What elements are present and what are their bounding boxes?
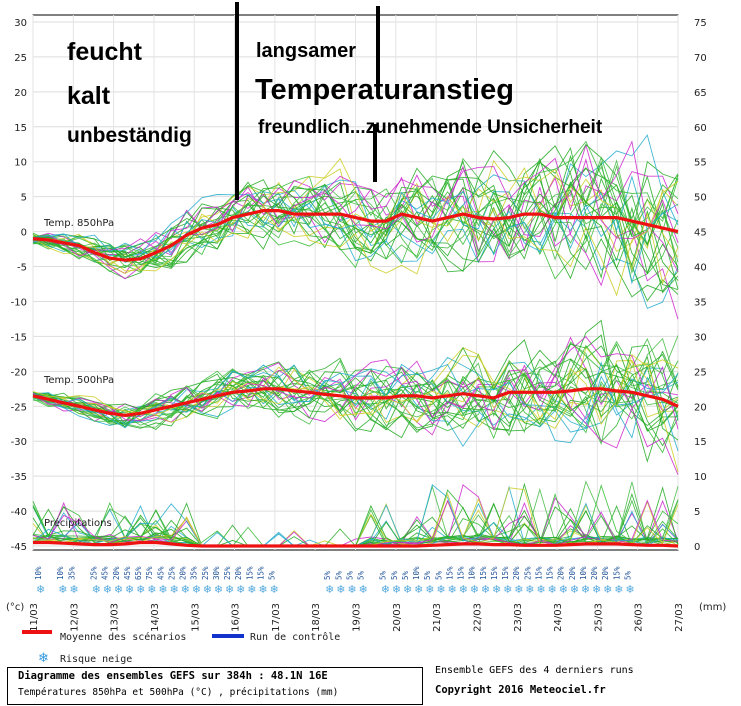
x-tick-label: 22/03 — [472, 603, 484, 632]
snow-risk-pct: 45% — [100, 566, 110, 580]
snow-risk-item — [245, 566, 256, 596]
snowflake-icon: ❄ — [202, 583, 213, 596]
snow-risk-pct: 5% — [389, 570, 399, 580]
snowflake-icon: ❄ — [325, 583, 335, 596]
snowflake-icon: ❄ — [213, 583, 224, 596]
x-tick-label: 13/03 — [109, 603, 121, 632]
snow-risk-item — [234, 566, 245, 596]
y-tick-right: 55 — [694, 157, 707, 169]
snow-risk-item — [501, 566, 512, 596]
snow-risk-item — [623, 570, 634, 596]
snow-risk-item — [457, 566, 468, 596]
snowflake-icon: ❄ — [414, 583, 424, 596]
snow-risk-item — [490, 566, 501, 596]
snow-risk-item — [167, 566, 178, 596]
snowflake-icon: ❄ — [347, 583, 357, 596]
snowflake-icon: ❄ — [91, 583, 101, 596]
snow-risk-item — [512, 566, 523, 596]
y-tick-left: -20 — [10, 367, 27, 379]
snow-risk-item — [334, 570, 345, 596]
snowflake-icon: ❄ — [458, 583, 468, 596]
y-tick-left: -35 — [10, 472, 27, 484]
snow-risk-item — [67, 566, 78, 596]
snow-risk-pct: 25% — [223, 566, 233, 580]
snow-risk-item — [357, 570, 368, 596]
snow-risk-item — [579, 566, 590, 596]
snow-risk-pct: 5% — [400, 570, 410, 580]
y-tick-right: 0 — [694, 542, 701, 553]
snowflake-icon: ❄ — [380, 583, 390, 596]
snow-risk-pct: 10% — [412, 566, 422, 580]
snowflake-icon: ❄ — [191, 583, 201, 596]
y-tick-right: 20 — [694, 402, 707, 414]
snow-risk-pct: 15% — [501, 566, 511, 580]
snowflake-icon: ❄ — [124, 583, 135, 596]
snowflake-icon: ❄ — [147, 583, 157, 596]
snow-risk-pct: 65% — [134, 566, 144, 580]
snow-risk-item — [590, 566, 601, 596]
snowflake-icon: ❄ — [514, 583, 524, 596]
snow-risk-pct: 15% — [456, 566, 466, 580]
snow-risk-item — [401, 570, 412, 596]
x-tick-label: 20/03 — [391, 603, 403, 632]
snow-risk-pct: 15% — [534, 566, 544, 580]
snow-risk-item — [546, 566, 557, 596]
snow-risk-item — [379, 570, 390, 596]
y-tick-left: 25 — [14, 52, 27, 64]
snow-risk-pct: 20% — [601, 566, 611, 580]
snow-risk-pct: 25% — [523, 566, 533, 580]
x-tick-label: 24/03 — [553, 603, 565, 632]
snowflake-icon: ❄ — [447, 583, 457, 596]
y-tick-right: 40 — [694, 262, 707, 274]
snow-risk-pct: 20% — [512, 566, 522, 580]
snow-risk-pct: 20% — [556, 566, 566, 580]
x-tick-label: 14/03 — [149, 603, 161, 632]
y-tick-left: -25 — [10, 402, 27, 414]
snowflake-icon: ❄ — [336, 583, 346, 596]
snowflake-icon: ❄ — [247, 583, 257, 596]
x-tick-label: 19/03 — [351, 603, 363, 632]
annotation-temperaturanstieg: Temperaturanstieg — [255, 74, 514, 106]
snow-risk-pct: 30% — [211, 566, 221, 580]
snowflake-icon: ❄ — [391, 583, 402, 596]
y-tick-right: 50 — [694, 192, 707, 204]
snow-risk-pct: 15% — [445, 566, 455, 580]
y-tick-left: -45 — [10, 542, 27, 553]
snow-risk-item — [468, 566, 479, 596]
x-tick-label: 18/03 — [311, 603, 323, 632]
snow-risk-pct: 5% — [434, 570, 444, 580]
snowflake-icon: ❄ — [69, 583, 79, 596]
snowflake-icon: ❄ — [425, 583, 435, 596]
y-tick-left: -5 — [17, 262, 27, 274]
y-tick-right: 75 — [694, 18, 707, 29]
panel-label-850: Temp. 850hPa — [44, 218, 115, 229]
annotation-feucht: feucht — [67, 38, 142, 66]
x-tick-label: 17/03 — [270, 603, 282, 632]
y-tick-right: 15 — [694, 437, 707, 449]
legend-mean-label: Moyenne des scénarios — [60, 632, 187, 643]
snowflake-icon: ❄ — [36, 583, 46, 596]
snowflake-icon: ❄ — [436, 583, 446, 596]
y-tick-right: 30 — [694, 332, 707, 344]
snowflake-icon: ❄ — [169, 583, 179, 596]
snowflake-icon: ❄ — [525, 583, 535, 596]
y-tick-left: 15 — [14, 122, 27, 134]
snow-risk-pct: 10% — [34, 566, 43, 580]
snow-risk-item — [568, 566, 579, 596]
snow-risk-item — [101, 566, 112, 596]
y-tick-right: 65 — [694, 87, 707, 99]
snow-risk-pct: 25% — [200, 566, 210, 580]
snowflake-icon: ❄ — [269, 583, 279, 596]
snow-risk-pct: 5% — [423, 570, 433, 580]
y-tick-left: 0 — [20, 227, 27, 239]
snow-risk-item — [412, 566, 423, 596]
snow-risk-item — [34, 566, 45, 596]
right-unit: (mm) — [699, 602, 727, 613]
snowflake-icon: ❄ — [614, 583, 624, 596]
snow-risk-item — [268, 570, 279, 596]
snow-risk-item — [612, 566, 623, 596]
panel-label-500: Temp. 500hPa — [44, 375, 115, 386]
snow-risk-pct: 15% — [545, 566, 555, 580]
x-tick-label: 25/03 — [593, 603, 605, 632]
y-tick-right: 70 — [694, 52, 707, 64]
snowflake-icon: ❄ — [503, 583, 513, 596]
y-tick-left: 20 — [14, 87, 27, 99]
y-tick-left: -40 — [10, 507, 27, 519]
snow-risk-pct: 75% — [145, 566, 155, 580]
snowflake-icon: ❄ — [258, 583, 268, 596]
left-unit: (°c) — [6, 602, 25, 613]
y-tick-left: 30 — [14, 18, 27, 29]
snow-risk-item — [179, 566, 190, 596]
annotation-freundlich: freundlich...zunehmende Unsicherheit — [258, 117, 603, 138]
snow-risk-pct: 15% — [478, 566, 488, 580]
y-tick-left: 10 — [14, 157, 27, 169]
footer-title: Diagramme des ensembles GEFS sur 384h : 48.1N 16E — [18, 670, 328, 682]
snowflake-icon: ❄ — [38, 651, 49, 666]
snow-risk-item — [445, 566, 456, 596]
x-tick-label: 16/03 — [230, 603, 242, 632]
y-tick-left: 5 — [20, 192, 27, 204]
y-tick-left: -30 — [10, 437, 27, 449]
snow-risk-pct: 5% — [345, 570, 355, 580]
snowflake-icon: ❄ — [113, 583, 124, 596]
footer-info-box — [7, 667, 423, 705]
snow-risk-pct: 5% — [623, 570, 633, 580]
legend-snow-label: Risque neige — [60, 654, 133, 665]
snow-risk-pct: 10% — [56, 566, 66, 580]
y-tick-right: 60 — [694, 122, 707, 134]
snow-risk-pct: 20% — [234, 566, 244, 580]
snowflake-icon: ❄ — [236, 583, 246, 596]
snow-risk-pct: 15% — [612, 566, 622, 580]
snow-risk-pct: 25% — [89, 566, 99, 580]
snow-risk-item — [323, 570, 334, 596]
snow-risk-pct: 45% — [122, 566, 132, 580]
snow-risk-item — [201, 566, 212, 596]
snowflake-icon: ❄ — [102, 583, 112, 596]
annotation-langsamer: langsamer — [256, 40, 357, 62]
snowflake-icon: ❄ — [225, 583, 235, 596]
snow-risk-item — [423, 570, 434, 596]
x-tick-label: 26/03 — [633, 603, 645, 632]
snowflake-icon: ❄ — [358, 583, 368, 596]
snow-risk-pct: 10% — [467, 566, 477, 580]
snow-risk-pct: 5% — [334, 570, 344, 580]
snow-risk-item — [190, 566, 201, 596]
snowflake-icon: ❄ — [603, 583, 613, 596]
x-tick-label: 11/03 — [29, 603, 40, 632]
snow-risk-pct: 35% — [189, 566, 199, 580]
snow-risk-item — [390, 570, 401, 596]
snowflake-icon: ❄ — [480, 583, 491, 596]
snow-risk-pct: 5% — [323, 570, 333, 580]
y-tick-right: 10 — [694, 472, 707, 484]
legend-control-label: Run de contrôle — [250, 632, 341, 643]
snowflake-icon: ❄ — [402, 583, 413, 596]
snow-risk-item — [56, 566, 67, 596]
footer-copyright: Copyright 2016 Meteociel.fr — [435, 684, 606, 696]
snow-risk-pct: 35% — [67, 566, 77, 580]
snow-risk-item — [90, 566, 101, 596]
snow-risk-pct: 15% — [256, 566, 266, 580]
snow-risk-item — [523, 566, 534, 596]
snow-risk-item — [134, 566, 145, 596]
snow-risk-row — [34, 566, 635, 596]
snow-risk-pct: 10% — [578, 566, 588, 580]
footer-ensemble-note: Ensemble GEFS des 4 derniers runs — [435, 665, 634, 676]
snow-risk-item — [434, 570, 445, 596]
snow-risk-pct: 15% — [245, 566, 255, 580]
footer-subtitle: Températures 850hPa et 500hPa (°C) , précipitations (mm) — [18, 687, 339, 698]
x-tick-label: 15/03 — [190, 603, 202, 632]
snow-risk-pct: 15% — [489, 566, 499, 580]
snow-risk-pct: 5% — [267, 570, 277, 580]
x-tick-label: 21/03 — [432, 603, 444, 632]
panel-label-precip: Précipitations — [44, 518, 112, 529]
x-tick-label: 27/03 — [674, 603, 685, 632]
y-tick-right: 5 — [694, 507, 701, 519]
snow-risk-pct: 20% — [178, 566, 188, 580]
snowflake-icon: ❄ — [136, 583, 146, 596]
annotation-kalt: kalt — [67, 82, 111, 110]
snowflake-icon: ❄ — [558, 583, 568, 596]
snowflake-icon: ❄ — [580, 583, 591, 596]
snowflake-icon: ❄ — [569, 583, 580, 596]
x-tick-label: 23/03 — [512, 603, 524, 632]
y-tick-right: 25 — [694, 367, 707, 379]
snowflake-icon: ❄ — [547, 583, 557, 596]
snowflake-icon: ❄ — [592, 583, 602, 596]
y-tick-left: -15 — [10, 332, 27, 344]
snowflake-icon: ❄ — [58, 583, 68, 596]
snowflake-icon: ❄ — [491, 583, 502, 596]
x-tick-label: 12/03 — [69, 603, 81, 632]
x-axis-ticks — [29, 603, 685, 632]
snow-risk-pct: 5% — [356, 570, 366, 580]
snow-risk-pct: 20% — [111, 566, 121, 580]
snow-risk-item — [345, 570, 356, 596]
snow-risk-pct: 45% — [156, 566, 166, 580]
snow-risk-pct: 25% — [167, 566, 177, 580]
snow-risk-item — [601, 566, 612, 596]
annotation-unbestaendig: unbeständig — [67, 124, 192, 147]
snow-risk-item — [223, 566, 234, 596]
snowflake-icon: ❄ — [158, 583, 168, 596]
snowflake-icon: ❄ — [469, 583, 479, 596]
snow-risk-item — [112, 566, 123, 596]
y-tick-right: 45 — [694, 227, 707, 239]
snow-risk-item — [479, 566, 490, 596]
snowflake-icon: ❄ — [625, 583, 635, 596]
snow-risk-pct: 5% — [378, 570, 388, 580]
snow-risk-item — [534, 566, 545, 596]
snow-risk-pct: 20% — [567, 566, 577, 580]
footer-credits — [435, 663, 735, 703]
y-tick-right: 35 — [694, 297, 707, 309]
snowflake-icon: ❄ — [536, 583, 546, 596]
snow-risk-item — [212, 566, 223, 596]
y-tick-left: -10 — [10, 297, 27, 309]
snow-risk-item — [123, 566, 134, 596]
snow-risk-item — [156, 566, 167, 596]
snow-risk-item — [145, 566, 156, 596]
snowflake-icon: ❄ — [180, 583, 190, 596]
snow-risk-item — [256, 566, 267, 596]
snow-risk-item — [557, 566, 568, 596]
snow-risk-pct: 20% — [590, 566, 600, 580]
